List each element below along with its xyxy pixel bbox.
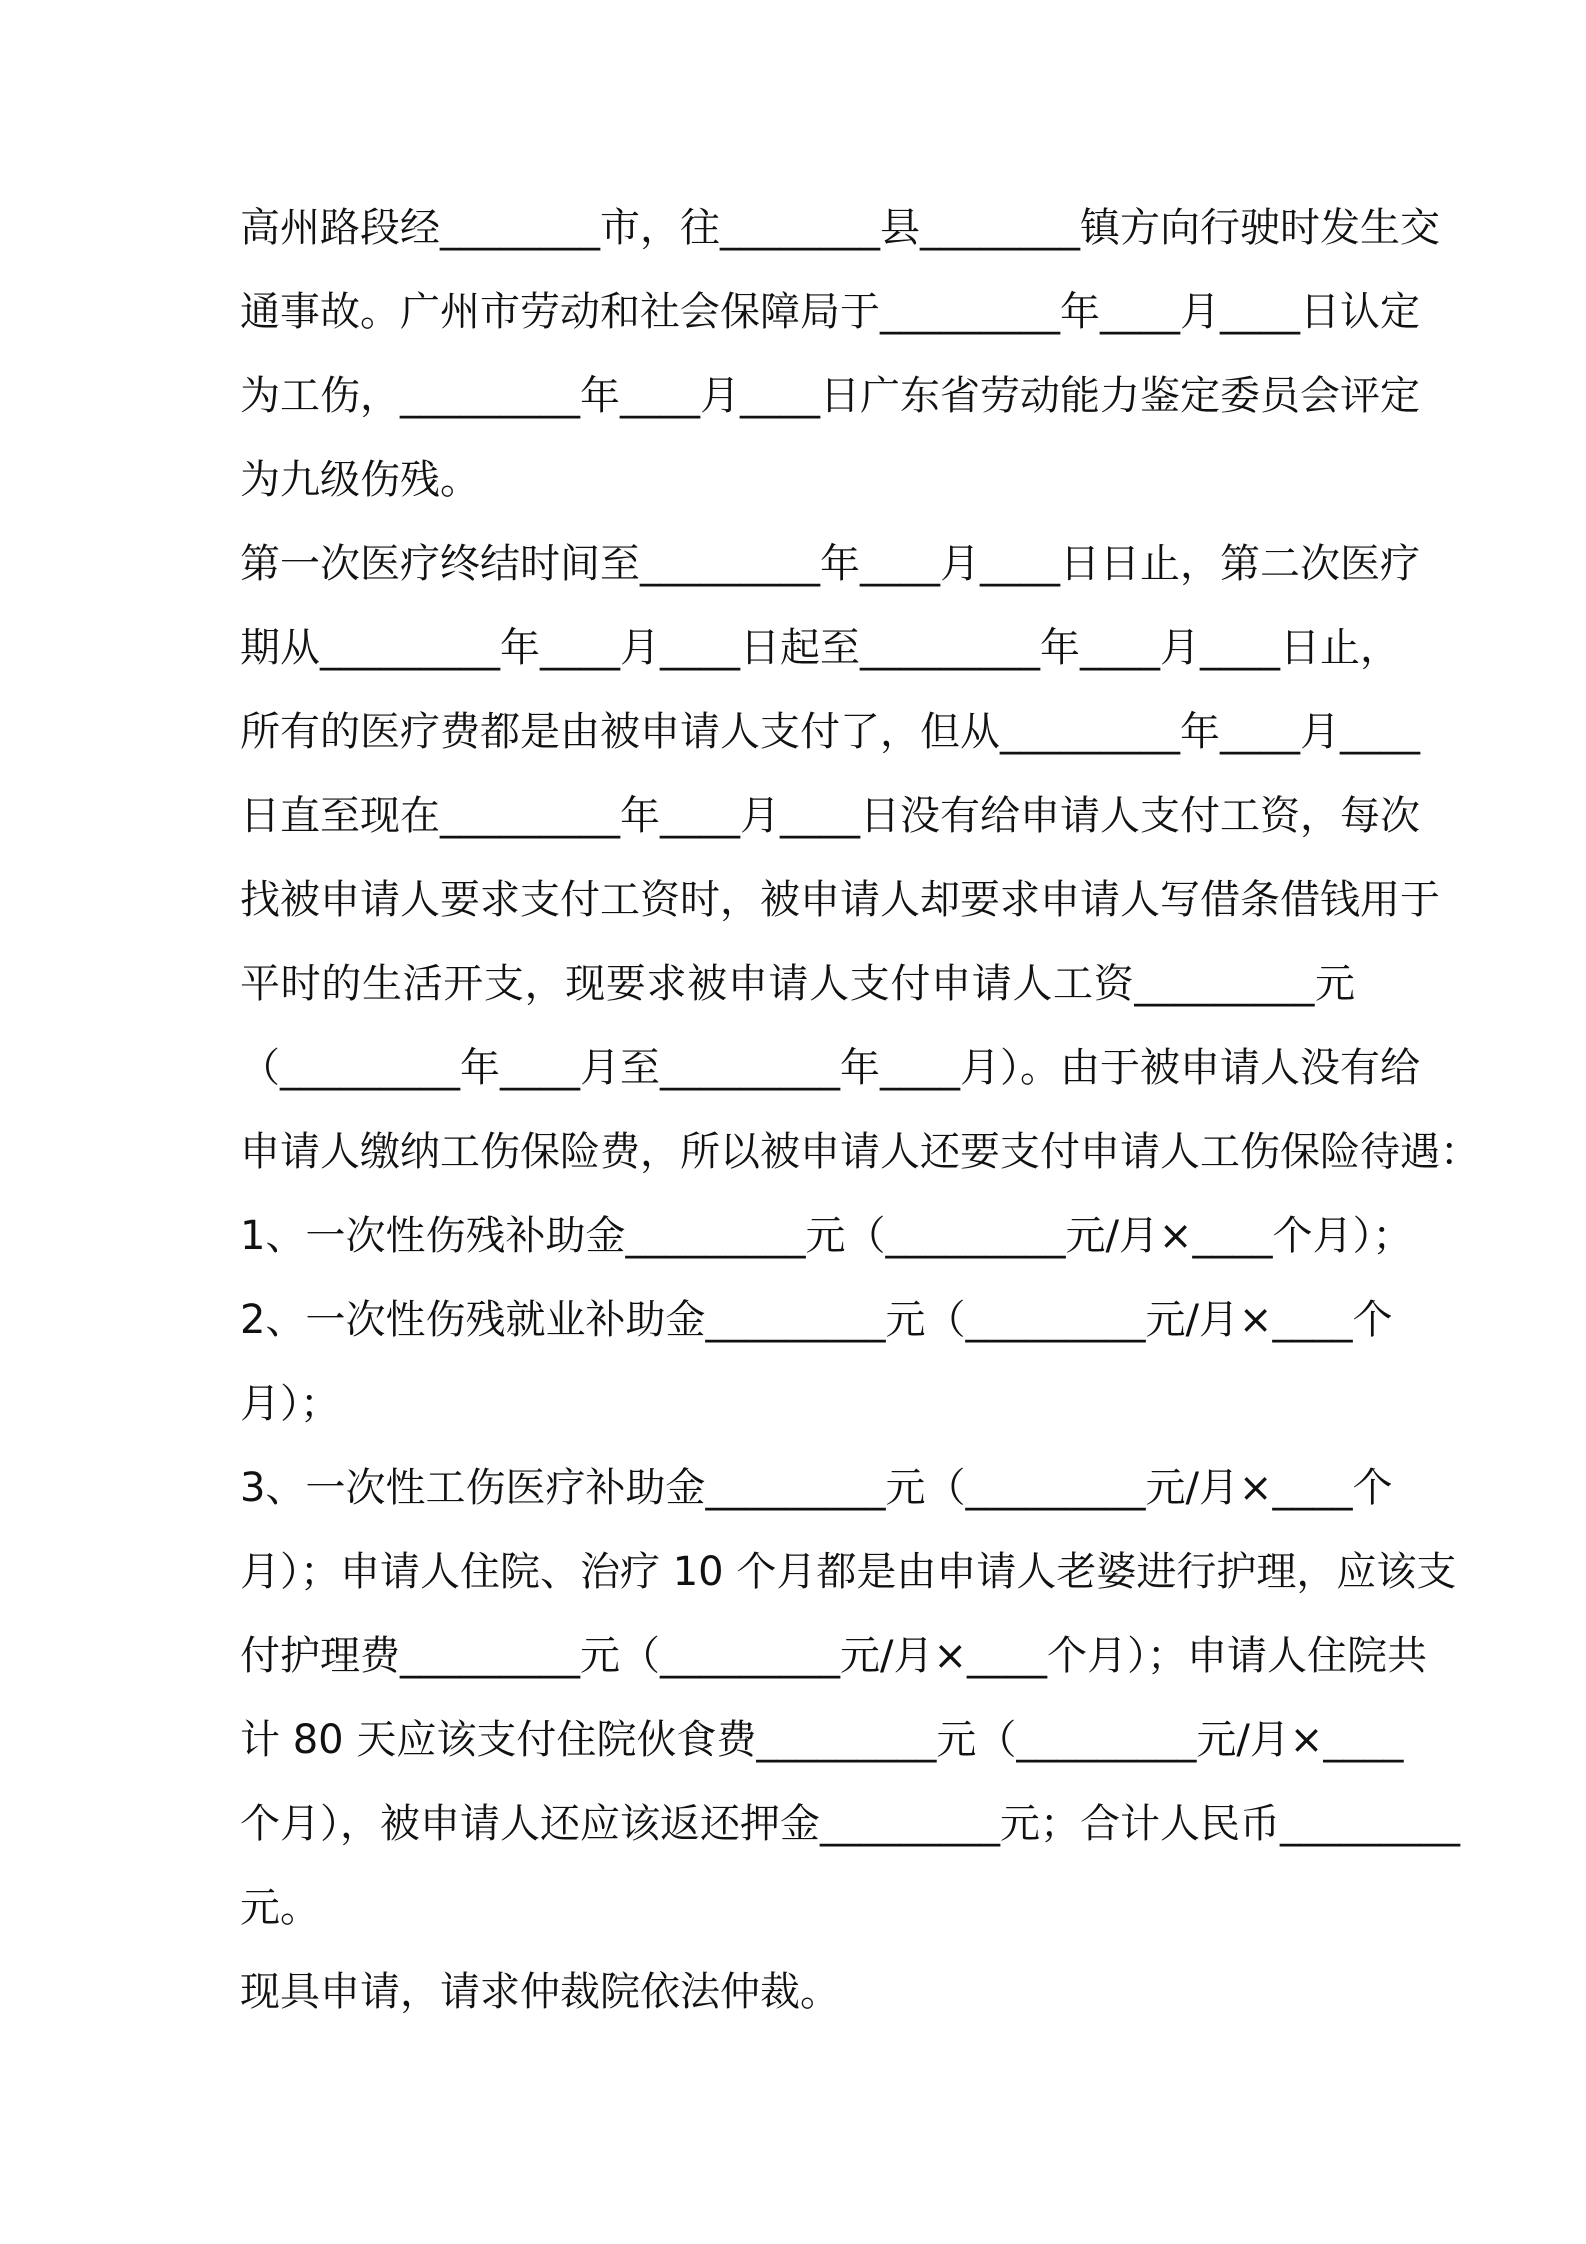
item-3-line-6: 元。 — [240, 1885, 320, 1931]
paragraph-1-line-4: 为九级伤残。 — [240, 457, 480, 503]
item-2-line-2: 月）； — [240, 1381, 340, 1427]
paragraph-2-line-4: 日直至现在_________年____月____日没有给申请人支付工资，每次 — [240, 793, 1420, 839]
item-1-line-1: 1、一次性伤残补助金_________元（_________元/月×____个月）； — [240, 1213, 1413, 1259]
paragraph-2-line-2: 期从_________年____月____日起至_________年____月____日止， — [240, 625, 1400, 671]
item-3-line-5: 个月），被申请人还应该返还押金_________元；合计人民币_________ — [240, 1801, 1460, 1847]
closing-statement: 现具申请，请求仲裁院依法仲裁。 — [240, 1969, 840, 2015]
paragraph-2-line-7: （_________年____月至_________年____月）。由于被申请人没有给 — [240, 1045, 1420, 1091]
paragraph-2-line-6: 平时的生活开支，现要求被申请人支付申请人工资_________元 — [240, 961, 1355, 1007]
paragraph-2-line-5: 找被申请人要求支付工资时，被申请人却要求申请人写借条借钱用于 — [240, 877, 1440, 923]
item-3-line-1: 3、一次性工伤医疗补助金_________元（_________元/月×____个 — [240, 1465, 1393, 1511]
paragraph-1-line-3: 为工伤，_________年____月____日广东省劳动能力鉴定委员会评定 — [240, 373, 1420, 419]
item-3-line-4: 计 80 天应该支付住院伙食费_________元（_________元/月×____ — [240, 1717, 1404, 1763]
paragraph-1-line-1: 高州路段经________市，往________县________镇方向行驶时发生交 — [240, 205, 1440, 251]
paragraph-2-line-8: 申请人缴纳工伤保险费，所以被申请人还要支付申请人工伤保险待遇： — [240, 1129, 1480, 1175]
paragraph-2-line-3: 所有的医疗费都是由被申请人支付了，但从_________年____月____ — [240, 709, 1420, 755]
item-3-line-3: 付护理费_________元（_________元/月×____个月）；申请人住院共 — [240, 1633, 1427, 1679]
paragraph-1-line-2: 通事故。广州市劳动和社会保障局于_________年____月____日认定 — [240, 289, 1420, 335]
item-2-line-1: 2、一次性伤残就业补助金_________元（_________元/月×____个 — [240, 1297, 1393, 1343]
item-3-line-2: 月）；申请人住院、治疗 10 个月都是由申请人老婆进行护理，应该支 — [240, 1549, 1457, 1595]
paragraph-2-line-1: 第一次医疗终结时间至_________年____月____日日止，第二次医疗 — [240, 541, 1420, 587]
